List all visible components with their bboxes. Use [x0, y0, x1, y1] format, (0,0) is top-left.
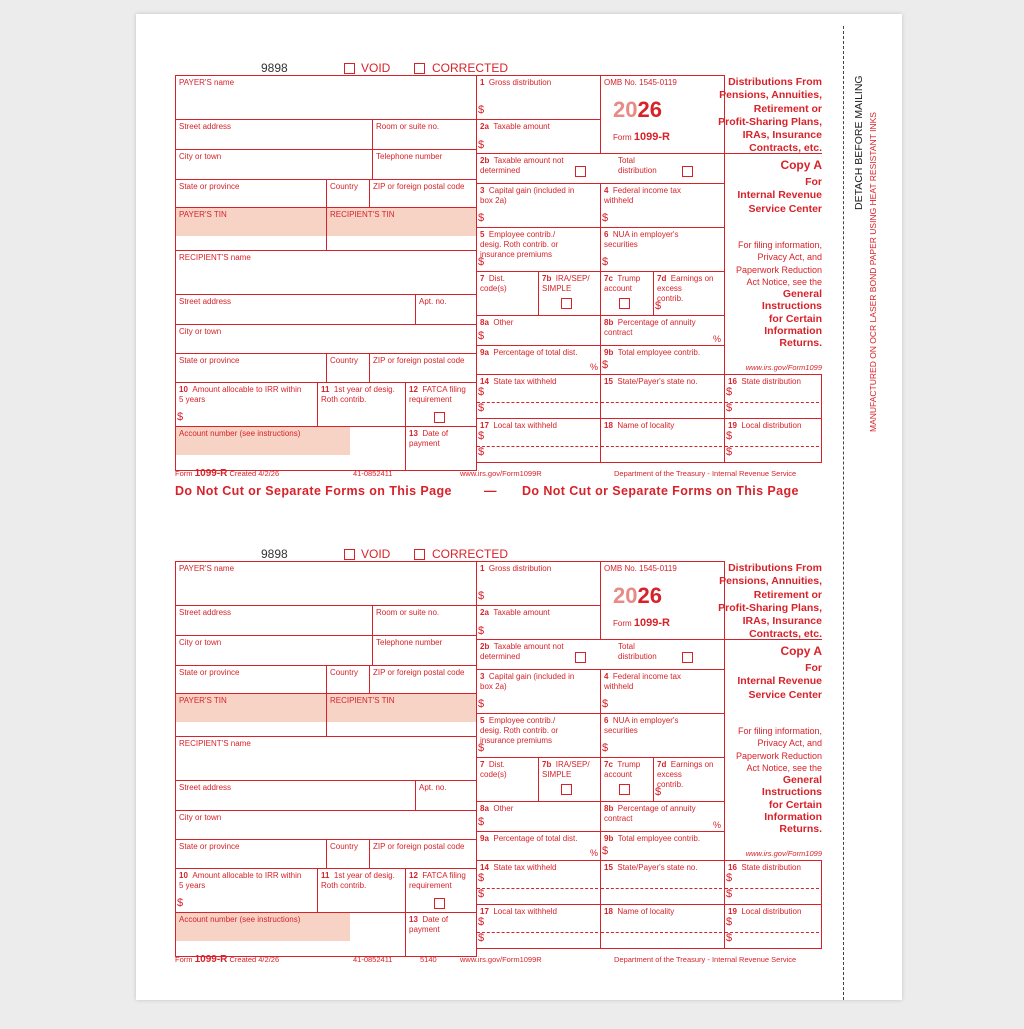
recipient-city-field[interactable]: City or town	[175, 810, 477, 840]
fatca-checkbox[interactable]	[434, 898, 445, 909]
box-4-field[interactable]: 4 Federal income tax withheld $	[600, 183, 725, 228]
filing-info-text: For filing information, Privacy Act, and Paperwork Reduction Act Notice, see the	[735, 240, 822, 287]
ira-sep-simple-checkbox[interactable]	[561, 298, 572, 309]
detach-label: DETACH BEFORE MAILING	[853, 75, 865, 210]
cut-notice-right: Do Not Cut or Separate Forms on This Page	[522, 484, 799, 498]
box-16-field[interactable]: 16 State distribution $ $	[724, 374, 822, 419]
perforation-line	[843, 26, 844, 1000]
box-7d-field[interactable]: 7d Earnings on excess contrib. $	[653, 271, 725, 316]
box-8b-field[interactable]: 8b Percentage of annuity contract %	[600, 801, 725, 832]
payer-state-field[interactable]: State or province	[175, 665, 327, 694]
year-suffix: 26	[637, 97, 662, 122]
corrected-checkbox[interactable]	[414, 549, 425, 560]
corrected-label: CORRECTED	[432, 61, 509, 75]
footer-dept: Department of the Treasury - Internal Revenue Service	[614, 955, 797, 964]
void-label: VOID	[361, 61, 391, 75]
box-17-field[interactable]: 17 Local tax withheld $ $	[476, 418, 601, 463]
box-8b-field[interactable]: 8b Percentage of annuity contract %	[600, 315, 725, 346]
recipient-city-field[interactable]: City or town	[175, 324, 477, 354]
void-checkbox[interactable]	[344, 63, 355, 74]
right-panel	[708, 561, 822, 860]
box-4-field[interactable]: 4 Federal income tax withheld $	[600, 669, 725, 714]
general-instructions-text: General Instructions for Certain Information Returns.	[761, 774, 822, 836]
payer-name-field[interactable]: PAYER'S name	[175, 561, 477, 606]
payer-room-field[interactable]: Room or suite no.	[372, 605, 477, 636]
box-2b-field[interactable]: 2b Taxable amount not determined Total distribution	[476, 639, 725, 670]
box-2a-field[interactable]: 2a Taxable amount $	[476, 119, 601, 154]
box-1-field[interactable]: 1 Gross distribution $	[476, 561, 601, 606]
box-12-field[interactable]: 12 FATCA filing requirement	[405, 382, 477, 427]
box-17-field[interactable]: 17 Local tax withheld $ $	[476, 904, 601, 949]
account-number-field[interactable]: Account number (see instructions)	[175, 426, 406, 471]
payer-room-field[interactable]: Room or suite no.	[372, 119, 477, 150]
box-7-field[interactable]: 7 Dist. code(s)	[476, 757, 539, 802]
payer-state-field[interactable]: State or province	[175, 179, 327, 208]
trump-account-checkbox[interactable]	[619, 298, 630, 309]
recipient-tin-field[interactable]: RECIPIENT'S TIN	[326, 693, 477, 737]
copy-a-label: Copy A	[780, 158, 822, 172]
cut-notice-dash: —	[484, 484, 497, 498]
box-6-field[interactable]: 6 NUA in employer's securities $	[600, 227, 725, 272]
copy-a-divider	[724, 153, 822, 154]
year-prefix: 20	[613, 97, 638, 122]
account-number-field[interactable]: Account number (see instructions)	[175, 912, 406, 957]
omb-year-box: OMB No. 1545-0119 2026 Form 1099-R	[600, 75, 725, 154]
cut-notice-left: Do Not Cut or Separate Forms on This Page	[175, 484, 452, 498]
box-5-field[interactable]: 5 Employee contrib./ desig. Roth contrib. or insurance premiums $	[476, 713, 601, 758]
recipient-apt-field[interactable]: Apt. no.	[415, 294, 477, 325]
payer-name-field[interactable]: PAYER'S name	[175, 75, 477, 120]
box-15-field[interactable]: 15 State/Payer's state no.	[600, 374, 725, 419]
footer-code: 41-0852411	[353, 469, 393, 478]
form-bottom	[0, 549, 1024, 1029]
general-instructions-text: General Instructions for Certain Information Returns.	[761, 288, 822, 350]
box-7b-field[interactable]: 7b IRA/SEP/ SIMPLE	[538, 271, 601, 316]
payer-country-field[interactable]: Country	[326, 179, 370, 208]
box-11-field[interactable]: 11 1st year of desig. Roth contrib.	[317, 382, 406, 427]
box-10-field[interactable]: 10 Amount allocable to IRR within 5 years $	[175, 868, 318, 913]
box-3-field[interactable]: 3 Capital gain (included in box 2a) $	[476, 669, 601, 714]
box-5-field[interactable]: 5 Employee contrib./ desig. Roth contrib. or insurance premiums $	[476, 227, 601, 272]
box-11-field[interactable]: 11 1st year of desig. Roth contrib.	[317, 868, 406, 913]
total-distribution-checkbox[interactable]	[682, 652, 693, 663]
box-2a-field[interactable]: 2a Taxable amount $	[476, 605, 601, 640]
form-1099r-copy	[0, 549, 1024, 1029]
irs-form-url: www.irs.gov/Form1099	[745, 849, 822, 858]
recipient-zip-field[interactable]: ZIP or foreign postal code	[369, 353, 477, 383]
box-1-field[interactable]: 1 Gross distribution $	[476, 75, 601, 120]
form-code: 9898	[261, 61, 288, 75]
box-15-field[interactable]: 15 State/Payer's state no.	[600, 860, 725, 905]
recipient-street-field[interactable]: Street address	[175, 294, 416, 325]
taxable-not-determined-checkbox[interactable]	[575, 166, 586, 177]
payer-tin-field[interactable]: PAYER'S TIN	[175, 207, 327, 251]
trump-account-checkbox[interactable]	[619, 784, 630, 795]
filing-info-text: For filing information, Privacy Act, and Paperwork Reduction Act Notice, see the	[735, 726, 822, 773]
box-7b-field[interactable]: 7b IRA/SEP/ SIMPLE	[538, 757, 601, 802]
copy-a-label: Copy A	[780, 644, 822, 658]
payer-street-field[interactable]: Street address	[175, 119, 373, 150]
payer-phone-field[interactable]: Telephone number	[372, 635, 477, 666]
box-18-field[interactable]: 18 Name of locality	[600, 904, 725, 949]
year-prefix: 20	[613, 583, 638, 608]
box-13-field[interactable]: 13 Date of payment	[405, 426, 477, 471]
taxable-not-determined-checkbox[interactable]	[575, 652, 586, 663]
recipient-name-field[interactable]: RECIPIENT'S name	[175, 250, 477, 295]
form-title: Distributions From Pensions, Annuities, Retirement or Profit-Sharing Plans, IRAs, Insurance Contracts, etc.	[718, 76, 822, 155]
box-14-field[interactable]: 14 State tax withheld $ $	[476, 860, 601, 905]
total-distribution-checkbox[interactable]	[682, 166, 693, 177]
box-7c-field[interactable]: 7c Trump account	[600, 271, 654, 316]
recipient-state-field[interactable]: State or province	[175, 353, 327, 383]
void-label: VOID	[361, 547, 391, 561]
year-suffix: 26	[637, 583, 662, 608]
recipient-name-field[interactable]: RECIPIENT'S name	[175, 736, 477, 781]
recipient-tin-field[interactable]: RECIPIENT'S TIN	[326, 207, 477, 251]
box-18-field[interactable]: 18 Name of locality	[600, 418, 725, 463]
recipient-apt-field[interactable]: Apt. no.	[415, 780, 477, 811]
box-6-field[interactable]: 6 NUA in employer's securities $	[600, 713, 725, 758]
recipient-street-field[interactable]: Street address	[175, 780, 416, 811]
irs-form-url: www.irs.gov/Form1099	[745, 363, 822, 372]
box-8a-field[interactable]: 8a Other $	[476, 801, 601, 832]
form-footer: Form 1099-R Created 4/2/26	[175, 954, 280, 965]
box-7c-field[interactable]: 7c Trump account	[600, 757, 654, 802]
box-19-field[interactable]: 19 Local distribution $ $	[724, 904, 822, 949]
footer-url: www.irs.gov/Form1099R	[460, 955, 542, 964]
payer-city-field[interactable]: City or town	[175, 149, 373, 180]
payer-tin-field[interactable]: PAYER'S TIN	[175, 693, 327, 737]
footer-code: 41-0852411	[353, 955, 393, 964]
box-14-field[interactable]: 14 State tax withheld $ $	[476, 374, 601, 419]
for-irs-label: For Internal Revenue Service Center	[737, 176, 822, 215]
payer-city-field[interactable]: City or town	[175, 635, 373, 666]
box-12-field[interactable]: 12 FATCA filing requirement	[405, 868, 477, 913]
corrected-checkbox[interactable]	[414, 63, 425, 74]
right-panel	[708, 75, 822, 374]
box-16-field[interactable]: 16 State distribution $ $	[724, 860, 822, 905]
box-9b-field[interactable]: 9b Total employee contrib. $	[600, 831, 725, 861]
recipient-country-field[interactable]: Country	[326, 353, 370, 383]
box-7-field[interactable]: 7 Dist. code(s)	[476, 271, 539, 316]
box-8a-field[interactable]: 8a Other $	[476, 315, 601, 346]
copy-a-divider	[724, 639, 822, 640]
payer-phone-field[interactable]: Telephone number	[372, 149, 477, 180]
box-19-field[interactable]: 19 Local distribution $ $	[724, 418, 822, 463]
void-checkbox[interactable]	[344, 549, 355, 560]
payer-country-field[interactable]: Country	[326, 665, 370, 694]
box-9a-field[interactable]: 9a Percentage of total dist. %	[476, 345, 601, 375]
corrected-label: CORRECTED	[432, 547, 509, 561]
footer-url: www.irs.gov/Form1099R	[460, 469, 542, 478]
payer-zip-field[interactable]: ZIP or foreign postal code	[369, 179, 477, 208]
recipient-zip-field[interactable]: ZIP or foreign postal code	[369, 839, 477, 869]
footer-dept: Department of the Treasury - Internal Revenue Service	[614, 469, 797, 478]
box-3-field[interactable]: 3 Capital gain (included in box 2a) $	[476, 183, 601, 228]
box-9a-field[interactable]: 9a Percentage of total dist. %	[476, 831, 601, 861]
payer-zip-field[interactable]: ZIP or foreign postal code	[369, 665, 477, 694]
box-10-field[interactable]: 10 Amount allocable to IRR within 5 years $	[175, 382, 318, 427]
footer-code-5140: 5140	[420, 955, 437, 964]
ira-sep-simple-checkbox[interactable]	[561, 784, 572, 795]
form-title: Distributions From Pensions, Annuities, Retirement or Profit-Sharing Plans, IRAs, Insurance Contracts, etc.	[718, 562, 822, 641]
form-footer: Form 1099-R Created 4/2/26	[175, 468, 280, 479]
payer-street-field[interactable]: Street address	[175, 605, 373, 636]
for-irs-label: For Internal Revenue Service Center	[737, 662, 822, 701]
box-2b-field[interactable]: 2b Taxable amount not determined Total distribution	[476, 153, 725, 184]
form-code: 9898	[261, 547, 288, 561]
fatca-checkbox[interactable]	[434, 412, 445, 423]
recipient-country-field[interactable]: Country	[326, 839, 370, 869]
recipient-state-field[interactable]: State or province	[175, 839, 327, 869]
box-13-field[interactable]: 13 Date of payment	[405, 912, 477, 957]
manufactured-label: MANUFACTURED ON OCR LASER BOND PAPER USING HEAT RESISTANT INKS	[868, 112, 878, 432]
omb-year-box: OMB No. 1545-0119 2026 Form 1099-R	[600, 561, 725, 640]
box-7d-field[interactable]: 7d Earnings on excess contrib. $	[653, 757, 725, 802]
box-9b-field[interactable]: 9b Total employee contrib. $	[600, 345, 725, 375]
